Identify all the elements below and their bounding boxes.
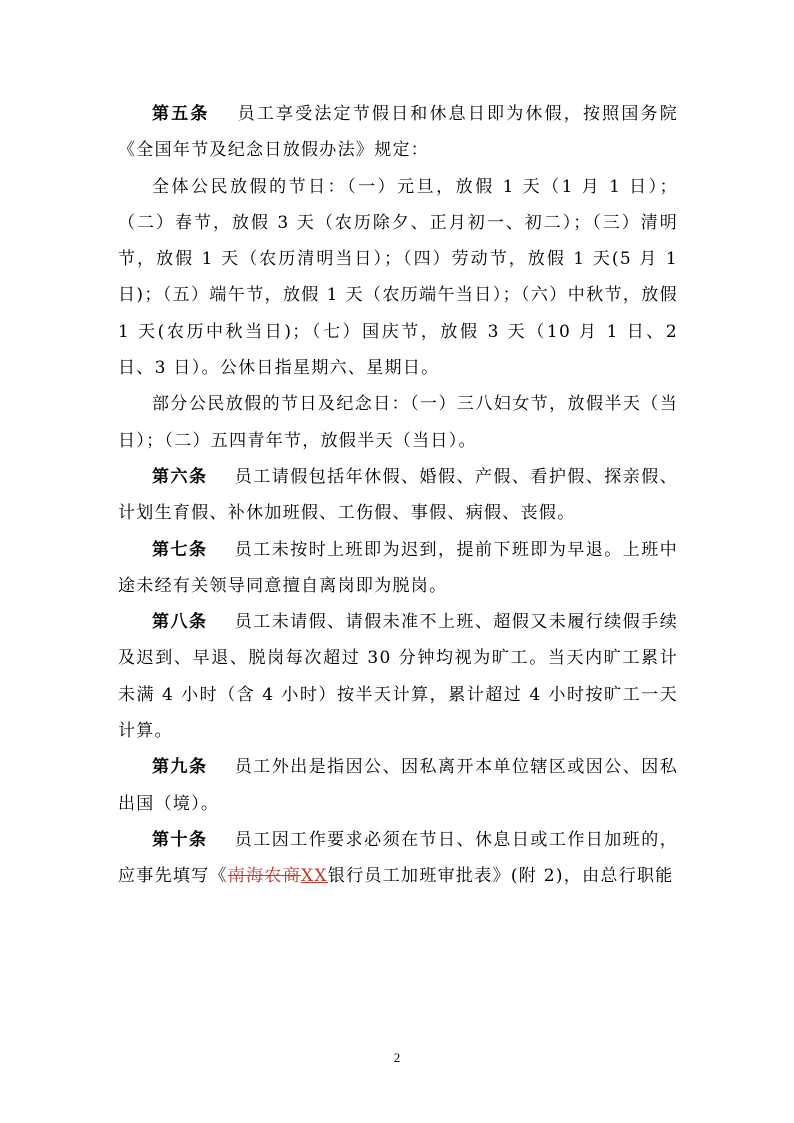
article-7-text: 员工未按时上班即为迟到，提前下班即为早退。上班中途未经有关领导同意擅自离岗即为脱岗。 [118,539,679,596]
article-9-text: 员工外出是指因公、因私离开本单位辖区或因公、因私出国（境）。 [118,757,679,814]
article-5-text: 员工享受法定节假日和休息日即为休假，按照国务院《全国年节及纪念日放假办法》规定： [118,104,678,161]
article-9-label: 第九条 [152,757,208,778]
national-holidays-text: 全体公民放假的节日：（一）元旦，放假 1 天（1 月 1 日）；（二）春节，放假 3 天（农历除夕、正月初一、初二）；（三）清明节，放假 1 天（农历清明当日）；（四）劳动节，放假 1 天(5 月 1 日)；（五）端午节，放假 1 天（农历端午当日）；（六）中秋节，放假 1 天(农历中秋当日)；（七）国庆节，放假 3 天（10 月 1 日、2 日、3 日）。公休日指星期六、星期日。 [118,176,678,379]
inserted-revision-text: XX [301,866,328,887]
article-6-label: 第六条 [152,466,208,487]
article-10-text-a: 员工因工作要求必须在节日、休息日或工作日加班的，应事先填写《 [118,829,679,887]
page-number: 2 [393,1050,401,1065]
article-6 [118,459,678,532]
article-8 [118,604,678,749]
article-8-label: 第八条 [152,612,208,633]
article-5-label: 第五条 [152,104,210,124]
article-10 [118,822,678,895]
deleted-revision-text: 南海农商 [227,866,302,887]
partial-holidays-text: 部分公民放假的节日及纪念日：（一）三八妇女节，放假半天（当日）；（二）五四青年节，放假半天（当日）。 [118,394,678,451]
article-10-label: 第十条 [152,829,208,850]
article-5-partial-holidays [118,386,678,459]
article-8-text: 员工未请假、请假未准不上班、超假又未履行续假手续及迟到、早退、脱岗每次超过 30 分钟均视为旷工。当天内旷工累计未满 4 小时（含 4 小时）按半天计算，累计超过 4 小时按旷工一天计算。 [118,612,679,742]
article-10-text-b: 银行员工加班审批表》(附 2)，由总行职能 [327,866,674,887]
article-7-label: 第七条 [152,539,208,560]
article-9 [118,749,678,822]
article-6-text: 员工请假包括年休假、婚假、产假、看护假、探亲假、计划生育假、补休加班假、工伤假、事假、病假、丧假。 [118,466,679,524]
article-5-intro [118,96,678,169]
article-7 [118,532,678,605]
article-5-national-holidays [118,169,678,387]
document-body [118,96,678,895]
